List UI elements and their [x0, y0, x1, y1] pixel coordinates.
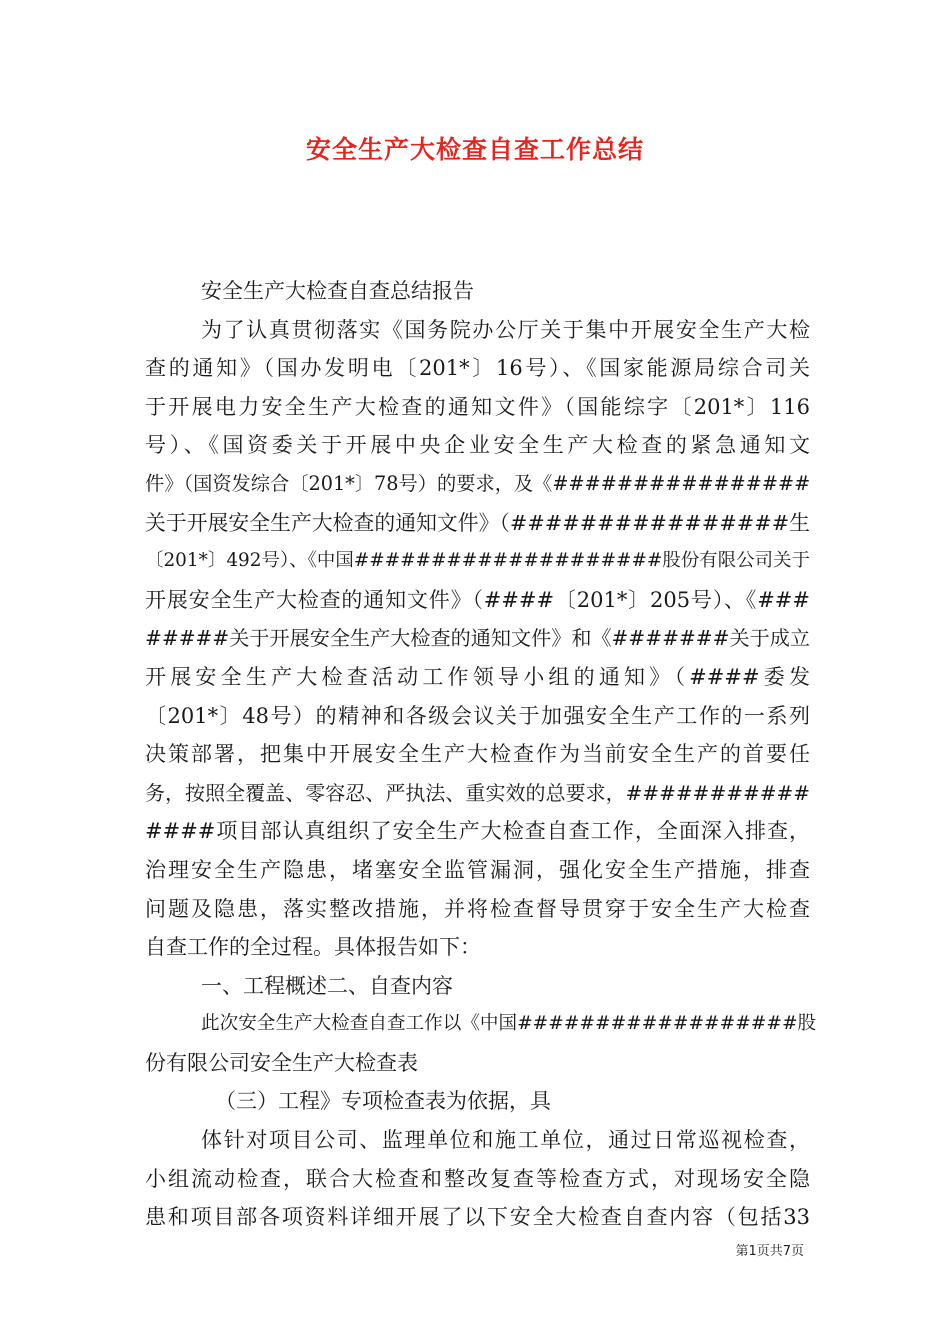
paragraph-line: 关于开展安全生产大检查的通知文件》（################生: [145, 510, 810, 535]
section-heading: 一、工程概述二、自查内容: [201, 973, 453, 998]
paragraph-line: 此次安全生产大检查自查工作以《中国##################股: [201, 1013, 817, 1035]
paragraph-line: 治理安全生产隐患，堵塞安全监管漏洞，强化安全生产措施，排查: [145, 857, 810, 882]
paragraph-line: 开展安全生产大检查活动工作领导小组的通知》（####委发: [145, 664, 810, 689]
paragraph-line: 件》（国资发综合〔201*〕78号）的要求，及《################: [145, 471, 811, 495]
paragraph-line: ####项目部认真组织了安全生产大检查自查工作，全面深入排查，: [145, 819, 810, 844]
paragraph-line: 决策部署，把集中开展安全生产大检查作为当前安全生产的首要任: [145, 742, 810, 767]
paragraph-line: 自查工作的全过程。具体报告如下：: [145, 935, 481, 960]
paragraph-line: 开展安全生产大检查的通知文件》（####〔201*〕205号）、《###: [145, 587, 810, 612]
paragraph-line: 体针对项目公司、监理单位和施工单位，通过日常巡视检查，: [201, 1128, 810, 1153]
paragraph-line: 〔201*〕48号）的精神和各级会议关于加强安全生产工作的一系列: [145, 703, 810, 728]
paragraph-line: 份有限公司安全生产大检查表: [145, 1050, 418, 1075]
paragraph-line: 为了认真贯彻落实《国务院办公厅关于集中开展安全生产大检: [201, 317, 810, 342]
paragraph-line: 于开展电力安全生产大检查的通知文件》（国能综字〔201*〕116: [145, 394, 810, 419]
paragraph-line: 〔201*〕492号）、《中国####################股份有限公司关于: [145, 550, 810, 572]
paragraph-line: 务，按照全覆盖、零容忍、严执法、重实效的总要求，###########: [145, 780, 810, 805]
paragraph-line: 号）、《国资委关于开展中央企业安全生产大检查的紧急通知文: [145, 433, 810, 458]
paragraph-line: 患和项目部各项资料详细开展了以下安全大检查自查内容（包括33: [145, 1205, 810, 1230]
paragraph-line: 安全生产大检查自查总结报告: [201, 279, 474, 303]
page-number: 第1页共7页: [735, 1244, 804, 1259]
paragraph-line: 问题及隐患，落实整改措施，并将检查督导贯穿于安全生产大检查: [145, 896, 810, 921]
paragraph-line: 小组流动检查，联合大检查和整改复查等检查方式，对现场安全隐: [145, 1166, 810, 1191]
paragraph-line: 查的通知》（国办发明电〔201*〕16号）、《国家能源局综合司关: [145, 356, 810, 381]
document-title: 安全生产大检查自查工作总结: [305, 135, 644, 164]
paragraph-line: （三）工程》专项检查表为依据，具: [215, 1089, 551, 1114]
document-body: [145, 272, 817, 1237]
paragraph-line: #####关于开展安全生产大检查的通知文件》和《#######关于成立: [145, 626, 810, 651]
